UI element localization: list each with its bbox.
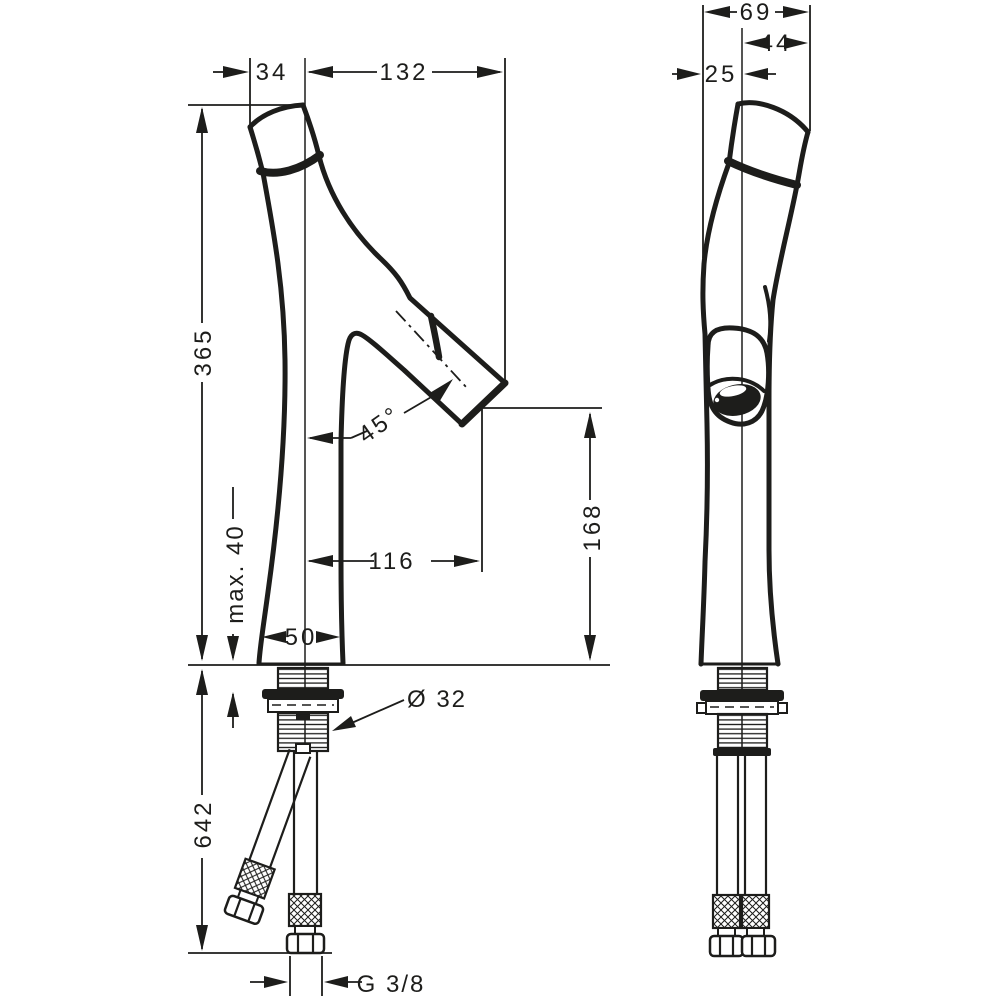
front-view	[188, 58, 610, 996]
front-spout-bottom-and-inner-edge	[341, 333, 462, 663]
arrowhead-25-left	[677, 68, 701, 80]
side-spout-silhouette-edge	[765, 287, 770, 341]
arrowhead-116-right	[454, 555, 480, 567]
arrowhead-50-left	[262, 631, 286, 643]
arrowhead-max40-up	[227, 692, 239, 717]
front-faucet-body	[250, 105, 505, 664]
side-handle-collar	[728, 161, 797, 185]
side-washer-tab-right	[778, 703, 787, 713]
side-faucet-body	[700, 103, 808, 664]
side-under-counter-parts	[697, 668, 787, 956]
side-shank-end-cap	[713, 748, 771, 756]
dim-label-132: 132	[379, 59, 429, 86]
dim-label-50: 50	[284, 624, 318, 651]
front-handle-collar	[260, 155, 320, 173]
arrowhead-34	[223, 66, 249, 78]
dim-label-44: 44	[759, 30, 793, 57]
side-body-right-edge	[769, 132, 808, 664]
arrowhead-45-diagonal	[428, 379, 453, 404]
dim-g38-lines	[250, 956, 362, 996]
angled-hose-tube	[249, 749, 310, 867]
arrowhead-365-bottom	[196, 635, 208, 661]
front-body-left-edge	[250, 127, 285, 663]
side-hose-braid-right	[742, 895, 769, 928]
arrowhead-69-left	[704, 6, 730, 18]
arrowhead-365-top	[196, 107, 208, 133]
side-handle-top-edge	[738, 103, 808, 132]
front-under-counter-parts	[224, 668, 344, 953]
arrowhead-max40-down	[227, 636, 239, 661]
dim-label-642: 642	[190, 799, 217, 849]
arrowhead-g38-left	[264, 976, 288, 988]
arrowhead-642-top	[196, 669, 208, 695]
dim-label-diameter-32: Ø 32	[406, 686, 468, 713]
front-arrowheads	[196, 66, 596, 988]
side-hose-braid-left	[713, 895, 740, 928]
dim-label-25: 25	[704, 61, 738, 88]
straight-hose-nut	[287, 934, 324, 953]
arrowhead-50-right	[316, 631, 340, 643]
side-mounting-flange	[700, 690, 784, 701]
side-view	[672, 5, 810, 956]
arrowhead-69-right	[783, 6, 809, 18]
side-hose-tubes	[717, 756, 766, 895]
dim-label-max40: max. 40	[222, 524, 249, 624]
side-hose-nut-left	[710, 936, 743, 956]
arrowhead-132-right	[477, 66, 503, 78]
arrowhead-g38-right	[324, 976, 348, 988]
dim-label-69: 69	[739, 0, 773, 26]
arrowhead-diameter-32	[332, 716, 356, 731]
front-spout-end-face	[462, 383, 505, 424]
dim-label-g38: G 3/8	[356, 971, 426, 998]
dim-label-168: 168	[579, 502, 606, 552]
front-handle-top-edge	[250, 105, 303, 127]
dim-label-45deg: 45°	[353, 400, 406, 449]
arrowhead-116-left	[307, 555, 333, 567]
side-threaded-shank-upper	[718, 668, 767, 690]
side-threaded-shank-lower	[718, 714, 767, 748]
dim-label-365: 365	[190, 327, 217, 377]
dim-label-116: 116	[368, 548, 416, 575]
arrowhead-45-left	[307, 432, 333, 444]
straight-hose-braid	[289, 894, 321, 926]
arrowhead-132-left	[307, 66, 333, 78]
side-spout-opening-glint	[715, 398, 719, 402]
threaded-shank-upper	[278, 668, 328, 689]
side-handle-left-edge	[729, 104, 738, 163]
shank-notch	[296, 744, 310, 753]
arrowhead-25-right	[744, 68, 768, 80]
arrowhead-168-top	[584, 412, 596, 438]
side-hose-nut-right	[742, 936, 775, 956]
dim-label-34: 34	[255, 59, 289, 86]
arrowhead-168-bottom	[584, 635, 596, 661]
mounting-flange	[262, 689, 344, 699]
side-washer-tab-left	[697, 703, 706, 713]
arrowhead-642-bottom	[196, 925, 208, 951]
